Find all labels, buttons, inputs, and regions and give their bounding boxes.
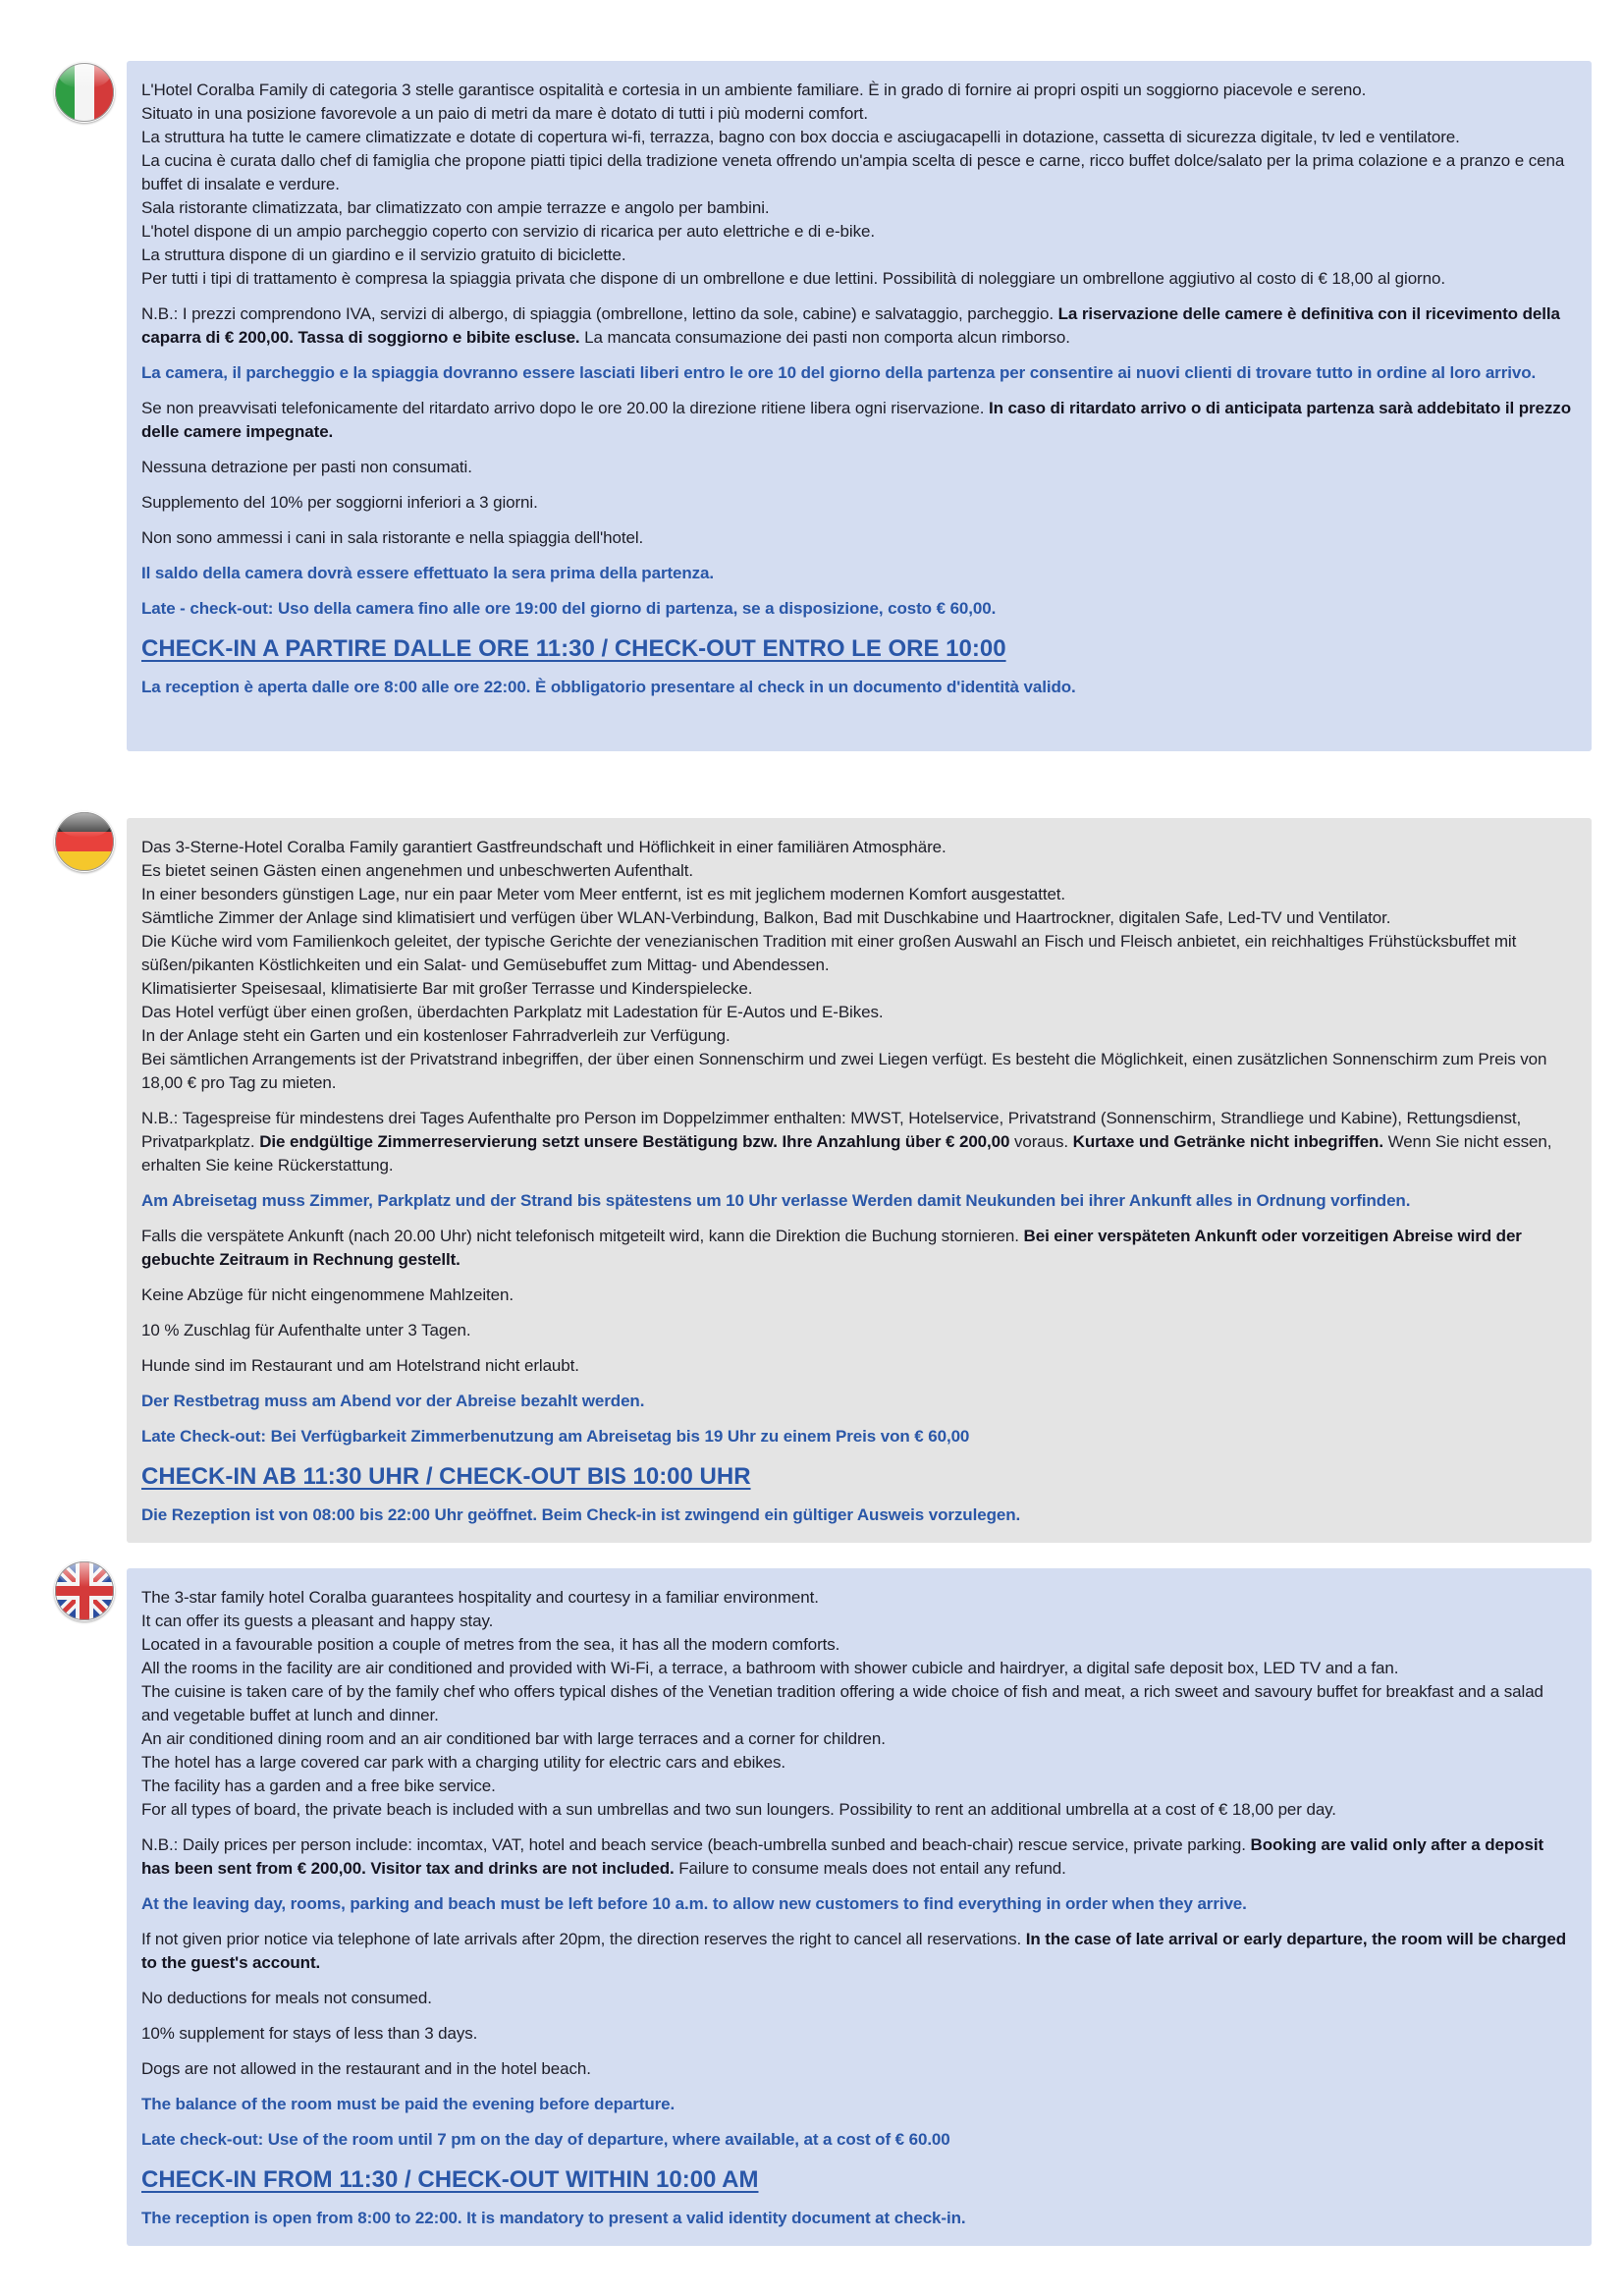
text-paragraph: Das 3-Sterne-Hotel Coralba Family garantiert Gastfreundschaft und Höflichkeit in einer familiären Atmosphäre. [141, 838, 947, 856]
text-paragraph: Der Restbetrag muss am Abend vor der Abreise bezahlt werden. [141, 1392, 645, 1410]
text-paragraph: The hotel has a large covered car park with a charging utility for electric cars and ebikes. [141, 1753, 786, 1772]
text-paragraph: Supplemento del 10% per soggiorni inferiori a 3 giorni. [141, 493, 538, 512]
text-paragraph: Die Rezeption ist von 08:00 bis 22:00 Uhr geöffnet. Beim Check-in ist zwingend ein gültiger Ausweis vorzulegen. [141, 1505, 1021, 1524]
text-paragraph: 10 % Zuschlag für Aufenthalte unter 3 Tagen. [141, 1321, 471, 1339]
text-paragraph: La struttura ha tutte le camere climatizzate e dotate di copertura wi-fi, terrazza, bagno con box doccia e asciugacapelli in dotazione, cassetta di sicurezza digitale, tv led e ventilatore. [141, 128, 1460, 146]
text-paragraph: If not given prior notice via telephone of late arrivals after 20pm, the direction reserves the right to cancel all reservations. In the case of late arrival or early departure, the room will be charged to the guest's account. [141, 1930, 1566, 1972]
italian-info-panel [127, 61, 1592, 751]
text-paragraph: The cuisine is taken care of by the family chef who offers typical dishes of the Venetian tradition offering a wide choice of fish and meat, a rich sweet and savoury buffet for breakfast and a salad and vegetable buffet at lunch and dinner. [141, 1682, 1543, 1724]
checkin-checkout-heading: CHECK-IN FROM 11:30 / CHECK-OUT WITHIN 10:00 AM [141, 2166, 759, 2193]
text-paragraph: La reception è aperta dalle ore 8:00 alle ore 22:00. È obbligatorio presentare al check in un documento d'identità valido. [141, 678, 1076, 696]
text-paragraph: The 3-star family hotel Coralba guarantees hospitality and courtesy in a familiar environment. [141, 1588, 819, 1607]
text-paragraph: Sämtliche Zimmer der Anlage sind klimatisiert und verfügen über WLAN-Verbindung, Balkon, Bad mit Duschkabine und Haartrockner, digitalen Safe, Led-TV und Ventilator. [141, 908, 1391, 927]
text-paragraph: An air conditioned dining room and an air conditioned bar with large terraces and a corner for children. [141, 1729, 886, 1748]
text-paragraph: Il saldo della camera dovrà essere effettuato la sera prima della partenza. [141, 564, 715, 582]
german-info-panel [127, 818, 1592, 1543]
text-paragraph: Per tutti i tipi di trattamento è compresa la spiaggia privata che dispone di un ombrellone e due lettini. Possibilità di noleggiare un ombrellone aggiutivo al costo di € 18,00 al giorno. [141, 269, 1445, 288]
text-paragraph: La camera, il parcheggio e la spiaggia dovranno essere lasciati liberi entro le ore 10 del giorno della partenza per consentire ai nuovi clienti di trovare tutto in ordine al loro arrivo. [141, 363, 1537, 382]
text-paragraph: Non sono ammessi i cani in sala ristorante e nella spiaggia dell'hotel. [141, 528, 644, 547]
text-paragraph: La struttura dispone di un giardino e il servizio gratuito di biciclette. [141, 246, 626, 264]
uk-flag-icon [54, 1560, 115, 1621]
text-paragraph: Es bietet seinen Gästen einen angenehmen und unbeschwerten Aufenthalt. [141, 861, 693, 880]
text-paragraph: Am Abreisetag muss Zimmer, Parkplatz und der Strand bis spätestens um 10 Uhr verlasse Werden damit Neukunden bei ihrer Ankunft alles in Ordnung vorfinden. [141, 1191, 1411, 1210]
text-paragraph: The balance of the room must be paid the evening before departure. [141, 2095, 676, 2113]
text-paragraph: Die Küche wird vom Familienkoch geleitet, der typische Gerichte der venezianischen Tradition mit einer großen Auswahl an Fisch und Fleisch anbietet, ein reichhaltiges Frühstücksbuffet mit süßen/pikanten Köstlichkeiten und ein Salat- und Gemüsebuffet zum Mittag- und Abendessen. [141, 932, 1517, 974]
text-paragraph: The facility has a garden and a free bike service. [141, 1777, 496, 1795]
text-paragraph: N.B.: Daily prices per person include: incomtax, VAT, hotel and beach service (beach-umbrella sunbed and beach-chair) rescue service, private parking. Booking are valid only after a deposit has been sent from € 200,00. Visitor tax and drinks are not included. Failure to consume meals does not entail any refund. [141, 1835, 1544, 1878]
text-paragraph: No deductions for meals not consumed. [141, 1989, 432, 2007]
text-paragraph: Sala ristorante climatizzata, bar climatizzato con ampie terrazze e angolo per bambini. [141, 198, 770, 217]
text-paragraph: Situato in una posizione favorevole a un paio di metri da mare è dotato di tutti i più moderni comfort. [141, 104, 869, 123]
text-paragraph: N.B.: Tagespreise für mindestens drei Tages Aufenthalte pro Person im Doppelzimmer enthalten: MWST, Hotelservice, Privatstrand (Sonnenschirm, Strandliege und Kabine), Rettungsdienst, Privatparkplatz. Die endgültige Zimmerreservierung setzt unsere Bestätigung bzw. Ihre Anzahlung über € 200,00 voraus. Kurtaxe und Getränke nicht inbegriffen. Wenn Sie nicht essen, erhalten Sie keine Rückerstattung. [141, 1109, 1552, 1175]
germany-flag-icon [54, 811, 115, 872]
text-paragraph: All the rooms in the facility are air conditioned and provided with Wi-Fi, a terrace, a bathroom with shower cubicle and hairdryer, a digital safe deposit box, LED TV and a fan. [141, 1659, 1399, 1677]
text-paragraph: Late - check-out: Uso della camera fino alle ore 19:00 del giorno di partenza, se a disposizione, costo € 60,00. [141, 599, 997, 618]
text-paragraph: For all types of board, the private beach is included with a sun umbrellas and two sun loungers. Possibility to rent an additional umbrella at a cost of € 18,00 per day. [141, 1800, 1336, 1819]
text-paragraph: N.B.: I prezzi comprendono IVA, servizi di albergo, di spiaggia (ombrellone, lettino da sole, cabine) e salvataggio, parcheggio. La riservazione delle camere è definitiva con il ricevimento della caparra di € 200,00. Tassa di soggiorno e bibite escluse. La mancata consumazione dei pasti non comporta alcun rimborso. [141, 304, 1560, 347]
english-info-panel [127, 1568, 1592, 2246]
italy-flag-icon [54, 62, 115, 123]
text-paragraph: Bei sämtlichen Arrangements ist der Privatstrand inbegriffen, der über einen Sonnenschirm und zwei Liegen verfügt. Es besteht die Möglichkeit, einen zusätzlichen Sonnenschirm zum Preis von 18,00 € pro Tag zu mieten. [141, 1050, 1547, 1092]
text-paragraph: L'hotel dispone di un ampio parcheggio coperto con servizio di ricarica per auto elettriche e di e-bike. [141, 222, 875, 241]
text-paragraph: Dogs are not allowed in the restaurant and in the hotel beach. [141, 2059, 591, 2078]
text-paragraph: In der Anlage steht ein Garten und ein kostenloser Fahrradverleih zur Verfügung. [141, 1026, 730, 1045]
text-paragraph: In einer besonders günstigen Lage, nur ein paar Meter vom Meer entfernt, ist es mit jeglichem modernen Komfort ausgestattet. [141, 885, 1066, 903]
text-paragraph: Se non preavvisati telefonicamente del ritardato arrivo dopo le ore 20.00 la direzione ritiene libera ogni riservazione. In caso di ritardato arrivo o di anticipata partenza sarà addebitato il prezzo delle camere impegnate. [141, 399, 1571, 441]
text-paragraph: Located in a favourable position a couple of metres from the sea, it has all the modern comforts. [141, 1635, 840, 1654]
text-paragraph: At the leaving day, rooms, parking and beach must be left before 10 a.m. to allow new customers to find everything in order when they arrive. [141, 1894, 1247, 1913]
text-paragraph: Klimatisierter Speisesaal, klimatisierte Bar mit großer Terrasse und Kinderspielecke. [141, 979, 753, 998]
text-paragraph: Falls die verspätete Ankunft (nach 20.00 Uhr) nicht telefonisch mitgeteilt wird, kann die Direktion die Buchung stornieren. Bei einer verspäteten Ankunft oder vorzeitigen Abreise wird der gebuchte Zeitraum in Rechnung gestellt. [141, 1227, 1522, 1269]
checkin-checkout-heading: CHECK-IN AB 11:30 UHR / CHECK-OUT BIS 10:00 UHR [141, 1463, 751, 1490]
text-paragraph: Das Hotel verfügt über einen großen, überdachten Parkplatz mit Ladestation für E-Autos und E-Bikes. [141, 1003, 884, 1021]
text-paragraph: Hunde sind im Restaurant und am Hotelstrand nicht erlaubt. [141, 1356, 579, 1375]
text-paragraph: It can offer its guests a pleasant and happy stay. [141, 1612, 494, 1630]
text-paragraph: The reception is open from 8:00 to 22:00. It is mandatory to present a valid identity document at check-in. [141, 2209, 966, 2227]
text-paragraph: La cucina è curata dallo chef di famiglia che propone piatti tipici della tradizione veneta offrendo un'ampia scelta di pesce e carne, ricco buffet dolce/salato per la prima colazione e a pranzo e cena buffet di insalate e verdure. [141, 151, 1565, 193]
text-paragraph: L'Hotel Coralba Family di categoria 3 stelle garantisce ospitalità e cortesia in un ambiente familiare. È in grado di fornire ai propri ospiti un soggiorno piacevole e sereno. [141, 81, 1367, 99]
text-paragraph: Keine Abzüge für nicht eingenommene Mahlzeiten. [141, 1285, 514, 1304]
text-paragraph: 10% supplement for stays of less than 3 days. [141, 2024, 478, 2043]
text-paragraph: Late check-out: Use of the room until 7 pm on the day of departure, where available, at a cost of € 60.00 [141, 2130, 950, 2149]
text-paragraph: Late Check-out: Bei Verfügbarkeit Zimmerbenutzung am Abreisetag bis 19 Uhr zu einem Preis von € 60,00 [141, 1427, 970, 1446]
checkin-checkout-heading: CHECK-IN A PARTIRE DALLE ORE 11:30 / CHECK-OUT ENTRO LE ORE 10:00 [141, 635, 1006, 662]
text-paragraph: Nessuna detrazione per pasti non consumati. [141, 458, 472, 476]
